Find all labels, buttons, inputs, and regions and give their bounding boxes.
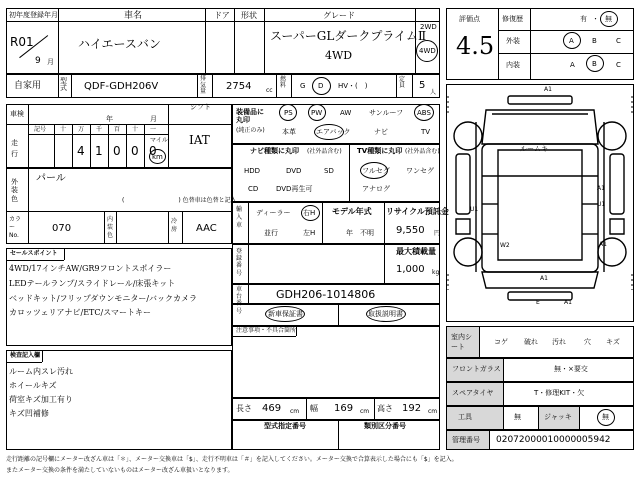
sheet-ana: 穴 bbox=[584, 338, 591, 346]
exterior-a: A bbox=[569, 37, 574, 45]
odo-digit: 0 bbox=[149, 144, 157, 158]
diagram-mark: U1 bbox=[597, 201, 606, 208]
grade-label: グレード bbox=[323, 11, 355, 20]
diagram-mark: E bbox=[536, 299, 540, 306]
jack-value: 無 bbox=[602, 413, 609, 421]
interior-label: 内装 bbox=[506, 61, 520, 69]
import-left: 左H bbox=[303, 229, 316, 237]
import-label: 輸入車 bbox=[236, 206, 243, 229]
diagram-mark: A1 bbox=[544, 86, 552, 93]
navi-note: (社外品含む) bbox=[307, 148, 342, 155]
exterior-b: B bbox=[592, 37, 597, 45]
chassis-number: GDH206-1014806 bbox=[276, 288, 376, 301]
score-label: 評価点 bbox=[459, 15, 480, 23]
odo-unit-1k: 千 bbox=[96, 126, 103, 133]
navi-dvd-play: DVD再生可 bbox=[276, 185, 313, 193]
sales-line: ベッドキット/フリップダウンモニター/バックカメラ bbox=[9, 294, 198, 303]
diagram-mark: W2 bbox=[500, 242, 510, 249]
sales-line: カロッツェリアナビ/ETC/スマートキー bbox=[9, 308, 152, 317]
model-year: 年 不明 bbox=[346, 229, 374, 237]
equip-ps: PS bbox=[284, 109, 293, 117]
fuel-label: 燃料 bbox=[280, 76, 287, 89]
kg-unit: kg bbox=[432, 269, 440, 276]
interior-b: B bbox=[592, 60, 597, 68]
notes-title: 注意事項・不具合箇所 bbox=[236, 327, 297, 334]
tools-label: 工具 bbox=[458, 413, 472, 421]
form-no-label: 型式指定番号 bbox=[264, 422, 306, 430]
chassis-label: 車台番号 bbox=[236, 286, 243, 315]
diagram-center-note: ルームキ bbox=[520, 145, 548, 153]
equip-leather: 本革 bbox=[282, 128, 296, 136]
front-glass-value: 無・×要交 bbox=[554, 365, 588, 373]
sheet-yogore: 汚れ bbox=[552, 338, 566, 346]
odo-unit-10k: 万 bbox=[78, 126, 85, 133]
manual: 取扱説明書 bbox=[368, 310, 403, 318]
first-reg-label: 初年度登録年月 bbox=[9, 11, 58, 19]
warranty: 新車保証書 bbox=[268, 310, 303, 318]
shift-label: シフト bbox=[190, 103, 211, 111]
width: 169 bbox=[334, 403, 354, 414]
repair-yes: 有 bbox=[580, 15, 587, 23]
displacement-label: 排気量 bbox=[200, 75, 207, 96]
capacity-label: 定員 bbox=[399, 76, 406, 89]
grade: スーパーGLダークプライムⅡ bbox=[270, 29, 427, 43]
recycle-label: リサイクル預託金 bbox=[386, 207, 449, 216]
odo-unit-1: 一 bbox=[150, 126, 157, 133]
max-load: 1,000 bbox=[396, 264, 425, 275]
sheet-koge: コゲ bbox=[494, 338, 508, 346]
km-label: km bbox=[152, 153, 163, 161]
exterior-label: 外装 bbox=[506, 37, 520, 45]
inspector-line: ルーム内スレ汚れ bbox=[9, 367, 73, 376]
inspector-line: キズ凹補修 bbox=[9, 409, 49, 418]
repair-label: 修復歴 bbox=[502, 15, 523, 23]
color-label: 外装色 bbox=[11, 178, 18, 203]
class-no-label: 類別区分番号 bbox=[364, 422, 406, 430]
diagram-mark: A1 bbox=[540, 275, 548, 282]
length-label: 長さ bbox=[236, 404, 252, 413]
tools-value: 無 bbox=[514, 413, 521, 421]
sheet-kizu: キズ bbox=[606, 338, 620, 346]
type-code: QDF-GDH206V bbox=[84, 81, 159, 92]
diagram-mark: A1 bbox=[564, 299, 572, 306]
shape-label: 形状 bbox=[241, 11, 257, 20]
height: 192 bbox=[402, 403, 422, 414]
repair-dot: ・ bbox=[592, 15, 599, 23]
odo-digit: 0 bbox=[131, 144, 139, 158]
drive-4wd: 4WD bbox=[419, 47, 436, 55]
type-label: 型式 bbox=[60, 77, 67, 92]
first-reg-month: 9 bbox=[35, 56, 41, 66]
navi-cd: CD bbox=[248, 185, 259, 193]
inspection-month: 月 bbox=[150, 115, 157, 123]
inspector-title: 検査記入欄 bbox=[10, 352, 41, 359]
import-right: 右H bbox=[303, 209, 316, 217]
door-label: ドア bbox=[214, 11, 230, 20]
height-label: 高さ bbox=[377, 404, 393, 413]
color-code: 070 bbox=[52, 223, 72, 234]
aircon: AAC bbox=[196, 223, 217, 234]
diagram-mark: U1 bbox=[470, 206, 479, 213]
first-reg-era: R01 bbox=[10, 35, 34, 49]
sales-line: 4WD/17インチAW/GR9フロントスポイラー bbox=[9, 264, 172, 273]
front-glass-label: フロントガラス bbox=[452, 365, 501, 373]
equip-pw: PW bbox=[311, 109, 323, 117]
navi-title: ナビ種類に丸印 bbox=[250, 147, 299, 155]
sales-line: LEDテールランプ/スライドレール/床張キット bbox=[9, 279, 176, 288]
inspector-line: 荷室キズ加工有り bbox=[9, 395, 73, 404]
displacement: 2754 bbox=[226, 81, 252, 92]
tv-title: TV種類に丸印 bbox=[357, 147, 403, 155]
length: 469 bbox=[262, 403, 282, 414]
vehicle-outline-diagram bbox=[446, 84, 634, 322]
equip-navi: ナビ bbox=[374, 128, 388, 136]
footer-note-2: またメーター交換の条件を満たしていないものはメーター改ざん車扱いとなります。 bbox=[6, 467, 234, 474]
max-load-label: 最大積載量 bbox=[396, 247, 436, 256]
import-dealer: ディーラー bbox=[256, 209, 291, 217]
sheet-yabure: 破れ bbox=[524, 338, 538, 346]
capacity: 5 bbox=[419, 80, 426, 91]
odo-unit-100k: 十 bbox=[60, 126, 67, 133]
aircon-label: 冷房 bbox=[171, 218, 178, 233]
month-unit: 月 bbox=[47, 58, 54, 66]
length-unit: cm bbox=[290, 408, 300, 415]
model-year-label: モデル年式 bbox=[332, 207, 372, 216]
diagram-mark: A1 bbox=[597, 185, 605, 192]
odo-digit: 1 bbox=[95, 144, 103, 158]
repair-no: 無 bbox=[605, 15, 612, 23]
height-unit: cm bbox=[428, 408, 438, 415]
grade-sub: 4WD bbox=[325, 49, 353, 62]
equip-abs: ABS bbox=[417, 109, 431, 117]
interior-sheet-label: 室内シート bbox=[451, 333, 472, 351]
equip-sunroof: サンルーフ bbox=[369, 109, 404, 117]
navi-hdd: HDD bbox=[244, 167, 261, 175]
spare-value: T・修理KIT・欠 bbox=[534, 389, 585, 397]
color-code-label: カラーNo. bbox=[9, 216, 22, 239]
drive-2wd: 2WD bbox=[420, 23, 437, 31]
docs-block bbox=[232, 304, 440, 326]
cc-unit: cc bbox=[266, 87, 273, 94]
trim-label: 内装色 bbox=[107, 216, 114, 239]
width-unit: cm bbox=[360, 408, 370, 415]
car-name: ハイエースバン bbox=[78, 37, 161, 51]
equipment-title: 装備品に丸印 bbox=[236, 108, 264, 125]
use-type: 自家用 bbox=[14, 81, 42, 91]
car-name-label: 車名 bbox=[124, 11, 143, 21]
sales-title: セールスポイント bbox=[10, 250, 58, 257]
inspector-line: ホイールキズ bbox=[9, 381, 57, 390]
odo-digit: 0 bbox=[113, 144, 121, 158]
equipment-note: (純正のみ) bbox=[236, 127, 265, 134]
mile-label: マイル bbox=[150, 137, 168, 144]
spare-label: スペアタイヤ bbox=[452, 389, 494, 397]
odo-unit-sign: 記号 bbox=[34, 126, 47, 133]
interior-c: C bbox=[616, 61, 621, 69]
equip-tv: TV bbox=[421, 128, 431, 136]
footer-note-1: 走行距離の記号欄にメーター改ざん車は「＊」、メーター交換車は「$」、走行不明車は「＃」を記入してください。メーター交換で合算表示した場合にも「$」を記入。 bbox=[6, 456, 458, 463]
inspection-year: 年 bbox=[106, 115, 113, 123]
inspection-label: 車検 bbox=[10, 110, 24, 118]
odo-unit-100: 百 bbox=[114, 126, 121, 133]
color-name: パール bbox=[36, 173, 66, 184]
fuel-g: G bbox=[300, 82, 306, 90]
odo-unit-10: 十 bbox=[132, 126, 139, 133]
fuel-hv: HV・( ) bbox=[338, 82, 368, 90]
shift-value: IAT bbox=[189, 133, 210, 147]
yen-unit: 円 bbox=[434, 230, 441, 237]
color-note: ( ) 色替車は色替と記入 bbox=[122, 197, 237, 204]
diagram-mark: A1 bbox=[599, 241, 607, 248]
tv-oneseg: ワンセグ bbox=[406, 167, 434, 175]
tv-note: (社外品含む) bbox=[405, 148, 440, 155]
equip-aw: AW bbox=[340, 109, 352, 117]
tv-fullseg: フルセグ bbox=[362, 167, 390, 175]
navi-sd: SD bbox=[324, 167, 334, 175]
score-value: 4.5 bbox=[456, 32, 495, 60]
jack-label: ジャッキ bbox=[544, 413, 572, 421]
tv-analog: アナログ bbox=[362, 185, 390, 193]
recycle-value: 9,550 bbox=[396, 225, 425, 236]
import-parallel: 並行 bbox=[264, 229, 278, 237]
management-number: 02072000010000005942 bbox=[496, 435, 611, 445]
running-label: 走行 bbox=[11, 139, 18, 158]
width-label: 幅 bbox=[310, 404, 318, 413]
equip-airbag: エアバック bbox=[316, 128, 351, 136]
capacity-unit: 人 bbox=[430, 89, 437, 96]
navi-dvd: DVD bbox=[286, 167, 302, 175]
management-label: 管理番号 bbox=[452, 436, 480, 444]
interior-a: A bbox=[570, 61, 575, 69]
odo-digit: 4 bbox=[77, 144, 85, 158]
exterior-c: C bbox=[616, 37, 621, 45]
fuel-d: D bbox=[318, 82, 324, 90]
reg-no-label: 登録番号 bbox=[236, 248, 243, 277]
